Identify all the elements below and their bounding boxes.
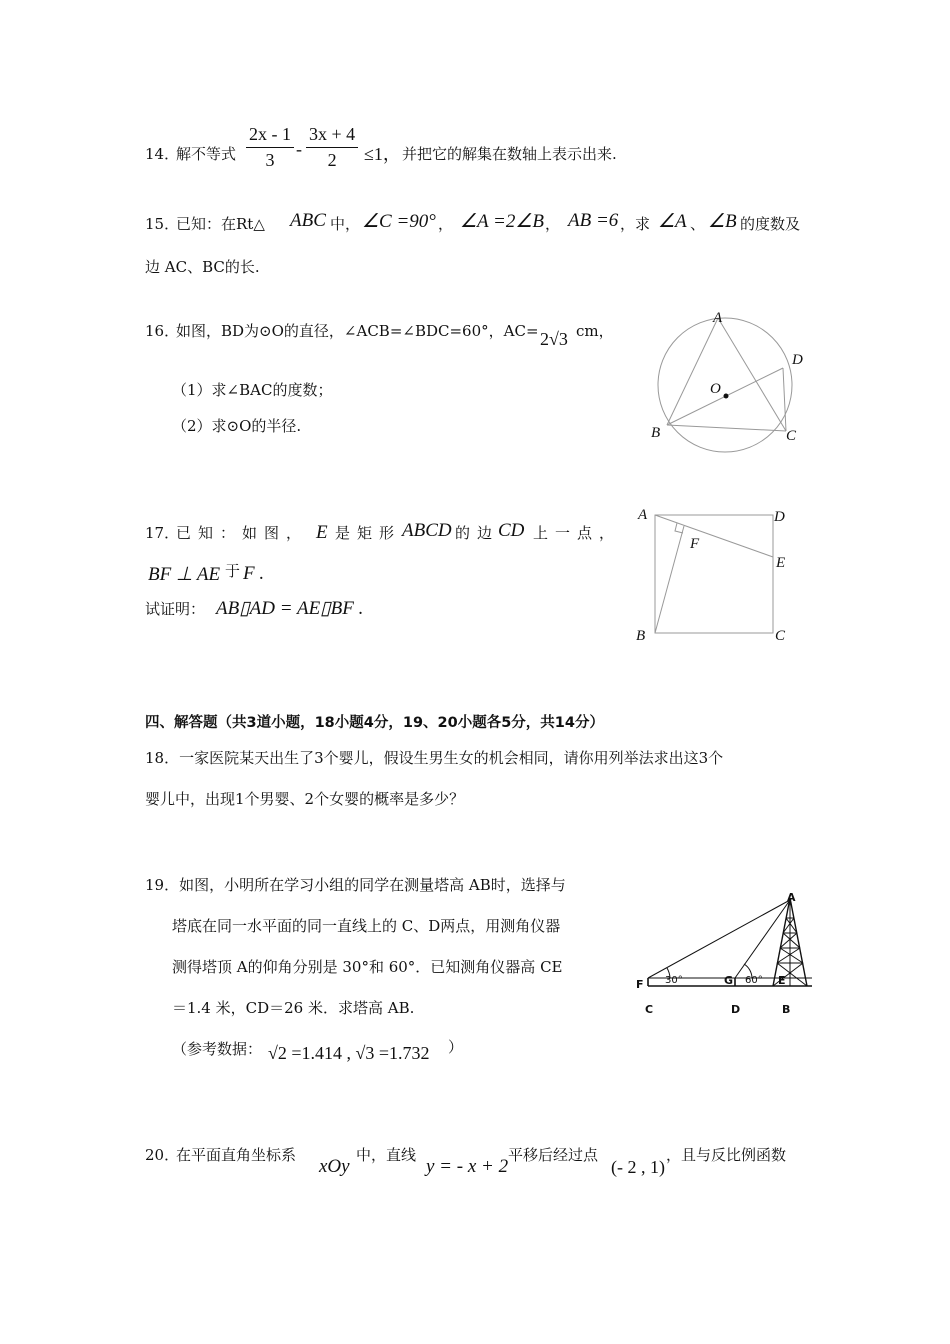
q20-line-eq: y = - x + 2 <box>426 1156 509 1177</box>
q17-label-d: D <box>774 509 785 525</box>
q19-label-b: B <box>782 1003 791 1016</box>
q19-line2: 塔底在同一水平面的同一直线上的 C、D两点，用测角仪器 <box>172 917 561 935</box>
q16-label-b: B <box>651 425 661 441</box>
q17-proof-eq: AB▯AD = AE▯BF . <box>216 598 364 619</box>
q19-line5-c: ） <box>448 1038 464 1056</box>
q14-frac1-denominator: 3 <box>265 150 275 170</box>
q15-line1-a: 已知：在Rt△ <box>176 215 265 233</box>
q18-line2: 婴儿中，出现1个男婴、2个女婴的概率是多少？ <box>145 790 465 808</box>
q17-label-a: A <box>638 507 648 523</box>
q16-sub2: （2）求⊙O的半径. <box>172 417 302 435</box>
q19-reference-values: √2 =1.414 , √3 =1.732 <box>268 1043 430 1063</box>
q16-unit: cm， <box>576 322 614 340</box>
q14-relation: ≤1， <box>364 144 401 164</box>
q19-tower-figure <box>640 888 820 1018</box>
q17-line1-d: 上一点， <box>533 524 622 542</box>
q16-label-o: O <box>710 381 721 397</box>
q17-abcd: ABCD <box>402 520 452 541</box>
q16-label-a: A <box>713 310 723 326</box>
q16-sub1: （1）求∠BAC的度数； <box>172 381 333 399</box>
q14-frac2-numerator: 3x + 4 <box>306 124 358 148</box>
q20-xoy: xOy <box>319 1156 350 1177</box>
q20-text-a: 在平面直角坐标系 <box>176 1146 297 1164</box>
q14-frac2-denominator: 2 <box>327 150 337 170</box>
q15-line2: 边 AC、BC的长. <box>145 258 260 276</box>
q14-number: 14． <box>145 145 180 163</box>
q15-angle-a2: ∠A <box>658 211 687 232</box>
q15-angle-c: ∠C =90° <box>362 211 436 232</box>
q15-qiu: ，求 <box>620 215 651 233</box>
q19-label-f: F <box>636 978 644 991</box>
q17-label-f: F <box>690 536 700 552</box>
segment-bf <box>655 526 684 633</box>
q17-yu: 于 <box>225 562 241 580</box>
q19-label-e: E <box>778 974 786 987</box>
q20-text-c: 平移后经过点 <box>508 1146 599 1164</box>
q15-ab: AB =6 <box>568 210 619 231</box>
q16-circle-figure <box>640 300 810 470</box>
q19-label-a: A <box>787 891 796 904</box>
q19-line3: 测得塔顶 A的仰角分别是 30°和 60°．已知测角仪器高 CE <box>172 958 563 976</box>
q17-label-b: B <box>636 628 646 644</box>
q15-angle-a: ∠A =2∠B <box>460 211 545 232</box>
sight-line-30 <box>648 900 790 978</box>
section-4-title: 四、解答题（共3道小题，18小题4分，19、20小题各5分，共14分） <box>145 715 604 731</box>
q19-label-g: G <box>724 974 734 987</box>
q17-e: E <box>316 522 328 543</box>
q17-number: 17． <box>145 524 180 542</box>
chord-dc <box>783 368 786 431</box>
q17-label-c: C <box>775 628 786 644</box>
q17-line1-b: 是矩形 <box>335 524 402 542</box>
q20-text-d: ，且与反比例函数 <box>666 1146 787 1164</box>
q15-angle-b2: ∠B <box>708 211 737 232</box>
q17-label-e: E <box>776 555 786 571</box>
q15-number: 15． <box>145 215 180 233</box>
q17-line3-a: 试证明： <box>145 600 206 618</box>
q17-f: F . <box>243 563 265 584</box>
q19-angle-60: 60° <box>745 975 763 986</box>
q19-label-d: D <box>731 1003 741 1016</box>
q19-line4: ＝1.4 米，CD＝26 米．求塔高 AB. <box>172 999 415 1017</box>
chord-bc <box>667 425 786 431</box>
q17-line1-a: 已知：如图， <box>176 524 309 542</box>
q17-line1-c: 的边 <box>455 524 500 542</box>
q19-line1: 19．如图，小明所在学习小组的同学在测量塔高 AB时，选择与 <box>145 876 566 894</box>
q15-triangle-abc: ABC <box>290 210 326 231</box>
q15-dun: 、 <box>690 215 706 233</box>
center-dot <box>724 394 729 399</box>
q19-line5-a: （参考数据： <box>172 1040 263 1058</box>
q14-text-a: 解不等式 <box>176 145 237 163</box>
q14-frac1-numerator: 2x - 1 <box>246 124 294 148</box>
q17-rectangle-figure <box>640 505 790 645</box>
q17-perp: BF ⊥ AE <box>148 564 221 585</box>
q16-label-c: C <box>786 428 797 444</box>
q15-end1: 的度数及 <box>740 215 801 233</box>
q20-text-b: 中，直线 <box>356 1146 417 1164</box>
circle-o <box>658 318 792 452</box>
q20-point: (- 2 , 1) <box>611 1157 665 1177</box>
q20-number: 20． <box>145 1146 180 1164</box>
segment-ae <box>655 515 773 557</box>
chord-ab <box>667 318 718 425</box>
q14-fraction-1 <box>246 124 294 171</box>
q16-number: 16． <box>145 322 180 340</box>
q15-sep2: ， <box>545 215 561 233</box>
q19-angle-30: 30° <box>665 975 683 986</box>
q16-line1: 如图，BD为⊙O的直径，∠ACB=∠BDC=60°，AC= <box>176 322 539 340</box>
q17-cd: CD <box>498 520 525 541</box>
rectangle-abcd <box>655 515 773 633</box>
q14-text-b: 并把它的解集在数轴上表示出来. <box>402 145 617 163</box>
q15-sep1: ， <box>438 215 454 233</box>
q15-zhong: 中， <box>330 215 361 233</box>
q16-label-d: D <box>792 352 803 368</box>
q14-minus: - <box>296 139 302 159</box>
q19-label-c: C <box>645 1003 654 1016</box>
q16-value: 2√3 <box>540 329 568 349</box>
q14-fraction-2 <box>306 124 358 171</box>
chord-ac <box>718 318 786 431</box>
q18-line1: 18．一家医院某天出生了3个婴儿，假设生男生女的机会相同，请你用列举法求出这3个 <box>145 749 724 767</box>
